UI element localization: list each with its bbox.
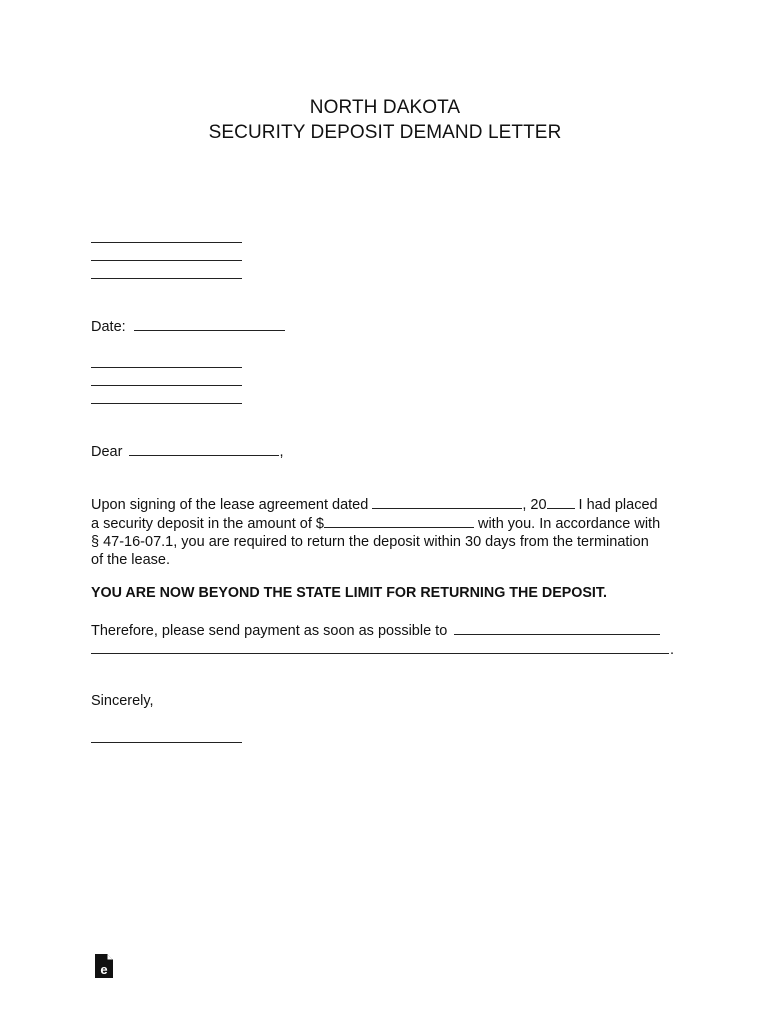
eforms-logo-icon (94, 953, 114, 979)
sender-address-blank[interactable] (91, 260, 242, 261)
paragraph-text: I had placed (574, 497, 658, 513)
paragraph-text: with you. In accordance with (473, 516, 661, 532)
salutation-comma: , (279, 444, 284, 460)
salutation-label: Dear (91, 444, 123, 460)
body-paragraph (91, 495, 691, 569)
paragraph-line-4: of the lease. (91, 552, 170, 568)
date-blank[interactable] (134, 317, 285, 331)
paragraph-text: , 20 (522, 497, 547, 513)
payment-line (91, 621, 660, 640)
payment-text: Therefore, please send payment as soon as possible to (91, 623, 448, 639)
paragraph-line-2 (91, 514, 691, 533)
deposit-amount-blank[interactable] (324, 514, 474, 528)
sender-city-blank[interactable] (91, 278, 242, 279)
deadline-notice: YOU ARE NOW BEYOND THE STATE LIMIT FOR RETURNING THE DEPOSIT. (91, 585, 608, 601)
landlord-name-blank[interactable] (129, 442, 279, 456)
paragraph-line-3: § 47-16-07.1, you are required to return the deposit within 30 days from the termination (91, 534, 649, 550)
svg-text:e: e (100, 962, 108, 977)
recipient-city-blank[interactable] (91, 403, 242, 404)
paragraph-text: Upon signing of the lease agreement dated (91, 497, 369, 513)
payment-period: . (670, 642, 675, 658)
paragraph-line-1 (91, 495, 691, 514)
signature-blank[interactable] (91, 742, 242, 743)
title-state: NORTH DAKOTA (309, 97, 461, 118)
lease-year-blank[interactable] (547, 495, 575, 509)
date-line (91, 317, 285, 336)
lease-date-blank[interactable] (372, 495, 522, 509)
closing: Sincerely, (91, 693, 154, 709)
title-document-type: SECURITY DEPOSIT DEMAND LETTER (208, 122, 562, 143)
payment-address-blank-2[interactable] (91, 653, 669, 654)
sender-name-blank[interactable] (91, 242, 242, 243)
date-label: Date: (91, 319, 126, 335)
payment-address-blank[interactable] (454, 621, 660, 635)
paragraph-text: a security deposit in the amount of $ (91, 516, 324, 532)
salutation-line (91, 442, 284, 461)
recipient-name-blank[interactable] (91, 367, 242, 368)
recipient-address-blank[interactable] (91, 385, 242, 386)
